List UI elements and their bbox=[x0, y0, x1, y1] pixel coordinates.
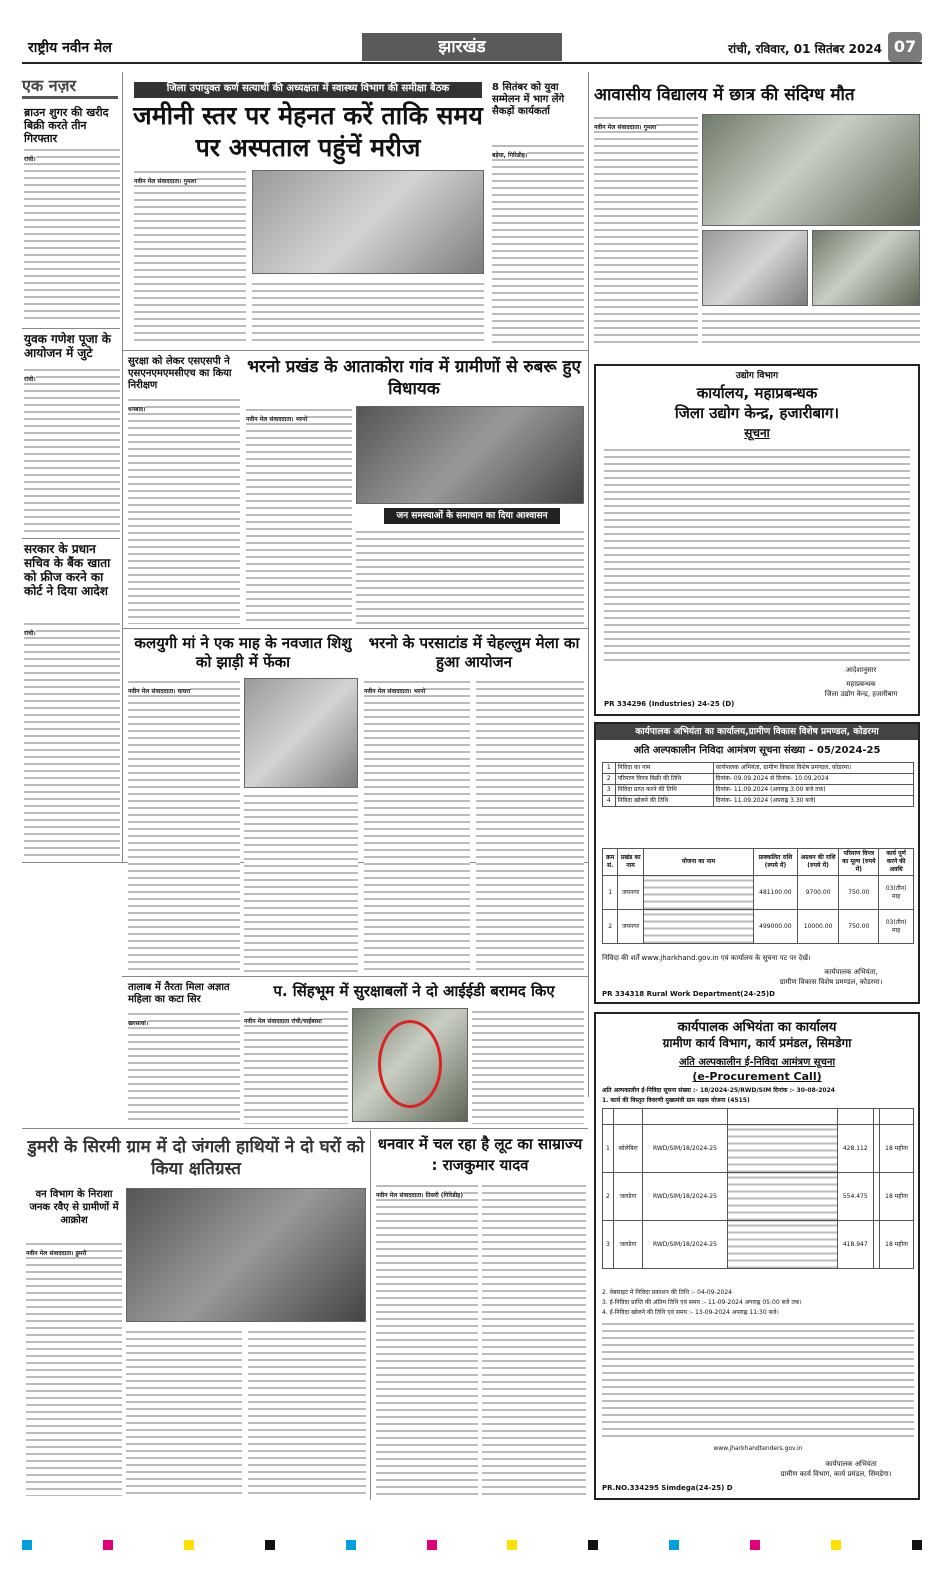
lead-kicker: जिला उपायुक्त कर्ण सत्यार्थी की अध्यक्षता में स्वास्थ्य विभाग की समीक्षा बैठक bbox=[134, 82, 482, 98]
notice-udyog bbox=[594, 364, 920, 716]
table-row: 4 निविदा खोलने की तिथि दिनांक- 11.09.2024 (अपराह्न 3.30 बजे) bbox=[603, 796, 914, 807]
brand-name: राष्ट्रीय नवीन मेल bbox=[28, 40, 112, 56]
brief-title: सरकार के प्रधान सचिव के बैंक खाता को फ्रीज करने का कोर्ट ने दिया आदेश bbox=[24, 542, 111, 598]
printer-color-bar bbox=[22, 1540, 922, 1550]
story-title: 8 सितंबर को युवा सम्मेलन में भाग लेंगे सैकड़ों कार्यकर्ता bbox=[492, 82, 565, 117]
story-body: नवीन मेल संवाददाता। तिसरी (गिरिडीह) bbox=[376, 1182, 478, 1496]
ek-nazar-underline bbox=[22, 96, 118, 99]
notice-title: सूचना bbox=[744, 426, 770, 440]
newspaper-page bbox=[22, 30, 922, 1550]
story-photo bbox=[244, 678, 358, 788]
tender-signer-office: ग्रामीण विकास विशेष प्रमण्डल, कोडरमा। bbox=[779, 978, 883, 986]
tender-office: कार्यपालक अभियंता का कार्यालय,ग्रामीण विकास विशेष प्रमण्डल, कोडरमा bbox=[596, 724, 918, 740]
story-subhead: वन विभाग के निराशा जनक रवैए से ग्रामीणों में आक्रोश bbox=[29, 1189, 119, 1226]
section-rule bbox=[122, 350, 588, 351]
story-body: नवीन मेल संवाददाता। डुमरी bbox=[26, 1240, 122, 1496]
table-header bbox=[603, 1109, 914, 1125]
table-row: 3 जलडेगा RWD/SIM/18/2024-25 418.947 18 महीना bbox=[603, 1221, 914, 1269]
table-row: 2 जयनगर 499000.00 10000.00 750.00 03(तीन) माह bbox=[603, 910, 914, 944]
brief-title: युवक गणेश पूजा के आयोजन में जुटे bbox=[24, 332, 112, 360]
table-header: क्रम सं. प्रखंड का नाम योजना का नाम प्राक्कलित राशि (रुपये में) अग्रधन की राशि (रुपये में) परिमाण विपत्र का मूल्य (रुपये में) कार्य पूर्ण करने की अवधि bbox=[603, 849, 914, 876]
story-title: तालाब में तैरता मिला अज्ञात महिला का कटा सिर bbox=[128, 982, 230, 1005]
tender-title: अति अल्पकालीन निविदा आमंत्रण सूचना संख्या – 05/2024-25 bbox=[633, 745, 881, 756]
tender-signer: कार्यपालक अभियंता bbox=[825, 1460, 877, 1468]
brief-body: रांची। bbox=[24, 366, 120, 534]
tender-reference: अति अल्पकालीन ई-निविदा सूचना संख्या :- 18/2024-25/RWD/SIM दिनांक :- 30-08-2024 bbox=[602, 1087, 835, 1094]
table-row: 2 जलडेगा RWD/SIM/18/2024-25 554.475 18 महीना bbox=[603, 1173, 914, 1221]
section-label: झारखंड bbox=[362, 33, 562, 61]
tender-title: अति अल्पकालीन ई-निविदा आमंत्रण सूचना bbox=[678, 1057, 836, 1068]
story-headline: आवासीय विद्यालय में छात्र की संदिग्ध मौत bbox=[594, 85, 855, 105]
tender-office-2: ग्रामीण कार्य विभाग, कार्य प्रमंडल, सिमडेगा bbox=[662, 1036, 852, 1050]
tender-conditions bbox=[602, 1320, 914, 1440]
story-photo bbox=[702, 230, 808, 306]
story-body bbox=[244, 792, 358, 974]
story-headline: डुमरी के सिरमी ग्राम में दो जंगली हाथियों ने दो घरों को किया क्षतिग्रस्त bbox=[27, 1137, 365, 1179]
story-headline: भरनो प्रखंड के आताकोरा गांव में ग्रामीणों से रुबरू हुए विधायक bbox=[247, 357, 581, 399]
notice-signer-office: जिला उद्योग केन्द्र, हजारीबाग bbox=[824, 690, 898, 698]
lead-body bbox=[252, 280, 484, 344]
elephant-damage-photo bbox=[126, 1188, 366, 1322]
notice-body bbox=[604, 446, 910, 662]
brief-title: ब्राउन शुगर की खरीद बिक्री करते तीन गिरफ्तार bbox=[24, 106, 109, 145]
tender-simdega bbox=[594, 1012, 920, 1500]
story-body bbox=[356, 528, 584, 624]
story-headline: धनवार में चल रहा है लूट का साम्राज्य : राजकुमार यादव bbox=[377, 1135, 583, 1174]
lead-body: नवीन मेल संवाददाता। गुमला bbox=[134, 168, 246, 344]
story-headline: प. सिंहभूम में सुरक्षाबलों ने दो आईईडी बरामद किए bbox=[273, 982, 555, 1000]
tender-ecall: (e-Procurement Call) bbox=[692, 1070, 822, 1083]
tender-signer: कार्यपालक अभियंता, bbox=[824, 968, 878, 976]
brief-body: रांची। bbox=[24, 146, 120, 322]
notice-center: जिला उद्योग केन्द्र, हजारीबाग। bbox=[674, 404, 840, 422]
table-row: 1 निविदा का नाम कार्यपालक अभियंता, ग्रामीण विकास विशेष प्रमण्डल, कोडरमा। bbox=[603, 763, 914, 774]
tender-schedule-table bbox=[602, 762, 914, 807]
tender-works-table bbox=[602, 1108, 914, 1269]
story-body: बड़ेया, गिरिडीह। bbox=[492, 142, 584, 346]
table-row: 1 कोलेबिरा RWD/SIM/18/2024-25 428.112 18 महीना bbox=[603, 1125, 914, 1173]
notice-signoff: आदेशानुसार bbox=[845, 666, 877, 674]
story-body: खरसावां। bbox=[128, 1010, 240, 1122]
story-photo bbox=[702, 114, 920, 226]
story-body bbox=[476, 678, 584, 974]
story-body bbox=[482, 1182, 586, 1496]
tender-signer-office: ग्रामीण कार्य विभाग, कार्य प्रमंडल, सिमडेगा। bbox=[780, 1470, 892, 1478]
story-body: नवीन मेल संवाददाता। गुमला bbox=[594, 114, 698, 344]
story-body: नवीन मेल संवाददाता। भरनो bbox=[364, 678, 470, 974]
brief-rule bbox=[22, 328, 120, 329]
tender-date-line: 2. वेबसाइट में निविदा प्रकाशन की तिथि :- 04-09-2024 bbox=[602, 1289, 732, 1296]
table-row: 2 परिमाण विपत्र बिक्री की तिथि दिनांक- 09.09.2024 से दिनांक- 10.09.2024 bbox=[603, 774, 914, 785]
notice-dept: उद्योग विभाग bbox=[735, 371, 779, 381]
tender-date-line: 3. ई-निविदा प्राप्ति की अंतिम तिथि एवं समय :- 11-09-2024 अपराह्न 05:00 बजे तक। bbox=[602, 1299, 802, 1306]
tender-web-note: निविदा की शर्तें www.jharkhand.gov.in एवं कार्यालय के सूचना पट पर देखें। bbox=[602, 954, 811, 962]
story-body bbox=[472, 1008, 584, 1124]
section-rule bbox=[122, 628, 588, 629]
story-body bbox=[702, 310, 920, 346]
story-headline: कलयुगी मां ने एक माह के नवजात शिशु को झाड़ी में फेंका bbox=[134, 634, 352, 671]
brief-body: रांची। bbox=[24, 620, 120, 856]
story-body: नवीन मेल संवाददाता। भरनो bbox=[246, 406, 352, 624]
tender-scheme: 1. कार्य की विस्तृत विवरणी मुख्यमंत्री ग्राम सड़क योजना (4515) bbox=[602, 1097, 750, 1104]
section-rule bbox=[122, 976, 588, 977]
story-title: सुरक्षा को लेकर एसएसपी ने एसएनएमएमसीएच का किया निरीक्षण bbox=[128, 356, 232, 391]
column-rule bbox=[122, 72, 123, 862]
notice-office: कार्यालय, महाप्रबन्धक bbox=[696, 384, 818, 402]
section-rule bbox=[22, 1128, 588, 1129]
story-body: नवीन मेल संवाददाता। घाघरा bbox=[128, 678, 240, 974]
notice-pr-number: PR 334296 (Industries) 24-25 (D) bbox=[604, 700, 735, 708]
story-photo bbox=[812, 230, 920, 306]
story-body: नवीन मेल संवाददाता रांची/चाईबासा bbox=[244, 1008, 348, 1124]
brief-rule bbox=[22, 538, 120, 539]
highlight-oval bbox=[378, 1020, 442, 1108]
story-headline: भरनो के परसाटांड में चेहल्लुम मेला का हुआ आयोजन bbox=[368, 634, 580, 671]
table-row: 3 निविदा प्राप्त करने की तिथि दिनांक- 11.09.2024 (अपराह्न 3.00 बजे तक) bbox=[603, 785, 914, 796]
tender-pr-number: PR.NO.334295 Simdega(24-25) D bbox=[602, 1484, 733, 1492]
photo-caption: जन समस्याओं के समाधान का दिया आश्वासन bbox=[384, 508, 560, 524]
tender-office: कार्यपालक अभियंता का कार्यालय bbox=[677, 1020, 837, 1035]
page-number: 07 bbox=[888, 32, 922, 62]
story-photo bbox=[356, 406, 584, 504]
tender-koderma bbox=[594, 722, 920, 1004]
ek-nazar-label: एक नज़र bbox=[22, 74, 120, 96]
column-rule bbox=[370, 1130, 371, 1500]
story-body bbox=[248, 1328, 366, 1496]
dateline: रांची, रविवार, 01 सितंबर 2024 bbox=[728, 42, 882, 56]
notice-signer: महाप्रबन्धक bbox=[846, 680, 876, 688]
story-body: धनबाद। bbox=[128, 396, 240, 624]
lead-headline: जमीनी स्तर पर मेहनत करें ताकि समय पर अस्पताल पहुंचें मरीज bbox=[133, 101, 483, 162]
tender-pr-number: PR 334318 Rural Work Department(24-25)D bbox=[602, 990, 775, 998]
story-body bbox=[126, 1328, 242, 1496]
tender-date-line: 4. ई-निविदा खोलने की तिथि एवं समय :- 13-09-2024 अपराह्न 11:30 बजे। bbox=[602, 1309, 779, 1316]
column-rule bbox=[588, 72, 589, 1097]
lead-photo bbox=[252, 170, 484, 274]
table-row: 1 जयनगर 481100.00 9700.00 750.00 03(तीन) माह bbox=[603, 876, 914, 910]
tender-website: www.jharkhandtenders.gov.in bbox=[713, 1445, 803, 1452]
tender-works-table bbox=[602, 848, 914, 944]
masthead bbox=[22, 30, 922, 64]
